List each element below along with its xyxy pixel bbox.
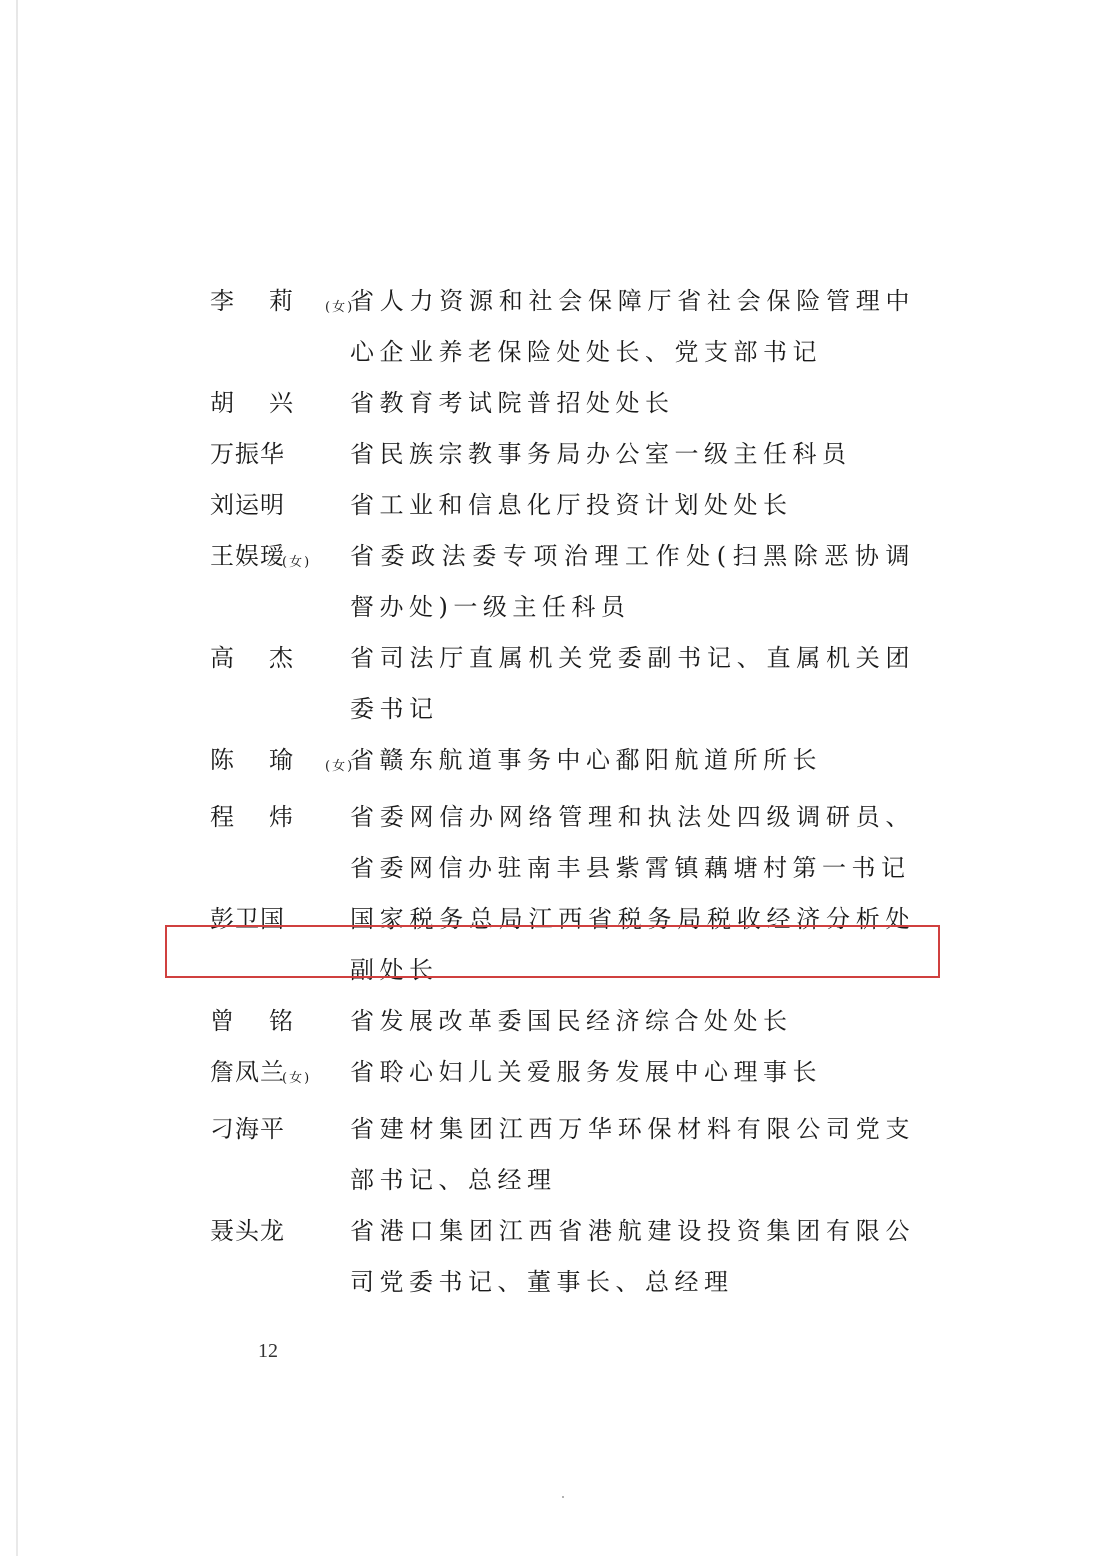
member-name-text: 陈瑜	[210, 746, 328, 774]
member-name-text: 胡兴	[210, 389, 328, 417]
female-marker: (女)	[282, 1071, 312, 1086]
roster-entry	[210, 996, 930, 1047]
roster-entry	[210, 378, 930, 429]
member-position: 省赣东航道事务中心鄱阳航道所所长	[350, 746, 822, 774]
member-name	[210, 1047, 350, 1104]
female-marker: (女)	[325, 759, 355, 774]
member-name	[210, 480, 350, 531]
member-name-text: 刘运明	[210, 491, 285, 519]
member-position: 省发展改革委国民经济综合处处长	[350, 1007, 793, 1035]
member-name	[210, 531, 350, 588]
female-marker: (女)	[282, 555, 312, 570]
member-name-text: 程炜	[210, 803, 328, 831]
highlight-box	[165, 925, 940, 978]
member-position: 省司法厅直属机关党委副书记、直属机关团委书记	[350, 644, 915, 723]
roster-entry	[210, 429, 930, 480]
roster-entry-highlighted	[210, 1047, 930, 1104]
member-name	[210, 276, 355, 333]
member-name	[210, 735, 355, 792]
member-name-text: 詹凤兰	[210, 1058, 285, 1086]
roster-entry	[210, 480, 930, 531]
member-name-text: 王娱瑷	[210, 542, 285, 570]
scan-edge-shadow	[16, 0, 18, 1556]
member-name	[210, 1104, 350, 1155]
member-name-text: 彭卫国	[210, 905, 285, 933]
roster-entry	[210, 633, 930, 735]
member-position: 省工业和信息化厅投资计划处处长	[350, 491, 793, 519]
roster-entry	[210, 735, 930, 792]
member-position: 省教育考试院普招处处长	[350, 389, 675, 417]
member-name-text: 李莉	[210, 287, 328, 315]
member-name-text: 曾铭	[210, 1007, 328, 1035]
member-name	[210, 378, 350, 429]
female-marker: (女)	[325, 300, 355, 315]
member-position: 省民族宗教事务局办公室一级主任科员	[350, 440, 852, 468]
member-name	[210, 429, 350, 480]
member-position: 省人力资源和社会保障厅省社会保险管理中心企业养老保险处处长、党支部书记	[350, 287, 915, 366]
member-position: 省港口集团江西省港航建设投资集团有限公司党委书记、董事长、总经理	[350, 1217, 915, 1296]
roster-entry	[210, 1206, 930, 1308]
member-position: 省委网信办网络管理和执法处四级调研员、省委网信办驻南丰县紫霄镇藕塘村第一书记	[350, 803, 915, 882]
roster-entry	[210, 792, 930, 894]
page-number: 12	[258, 1340, 278, 1362]
member-name-text: 高杰	[210, 644, 328, 672]
member-position: 国家税务总局江西省税务局税收经济分析处副处长	[350, 905, 915, 984]
member-name	[210, 1206, 350, 1257]
member-position: 省委政法委专项治理工作处(扫黑除恶协调督办处)一级主任科员	[350, 542, 915, 621]
roster-entry	[210, 1104, 930, 1206]
member-name	[210, 792, 350, 843]
roster-entry	[210, 276, 930, 378]
roster-entry	[210, 531, 930, 633]
member-name-text: 刁海平	[210, 1115, 285, 1143]
member-name-text: 万振华	[210, 440, 285, 468]
member-name-text: 聂头龙	[210, 1217, 285, 1245]
member-position: 省聆心妇儿关爱服务发展中心理事长	[350, 1058, 822, 1086]
scan-speck	[562, 1496, 564, 1498]
member-name	[210, 633, 350, 684]
member-position: 省建材集团江西万华环保材料有限公司党支部书记、总经理	[350, 1115, 915, 1194]
member-name	[210, 996, 350, 1047]
roster-list	[210, 276, 930, 1308]
